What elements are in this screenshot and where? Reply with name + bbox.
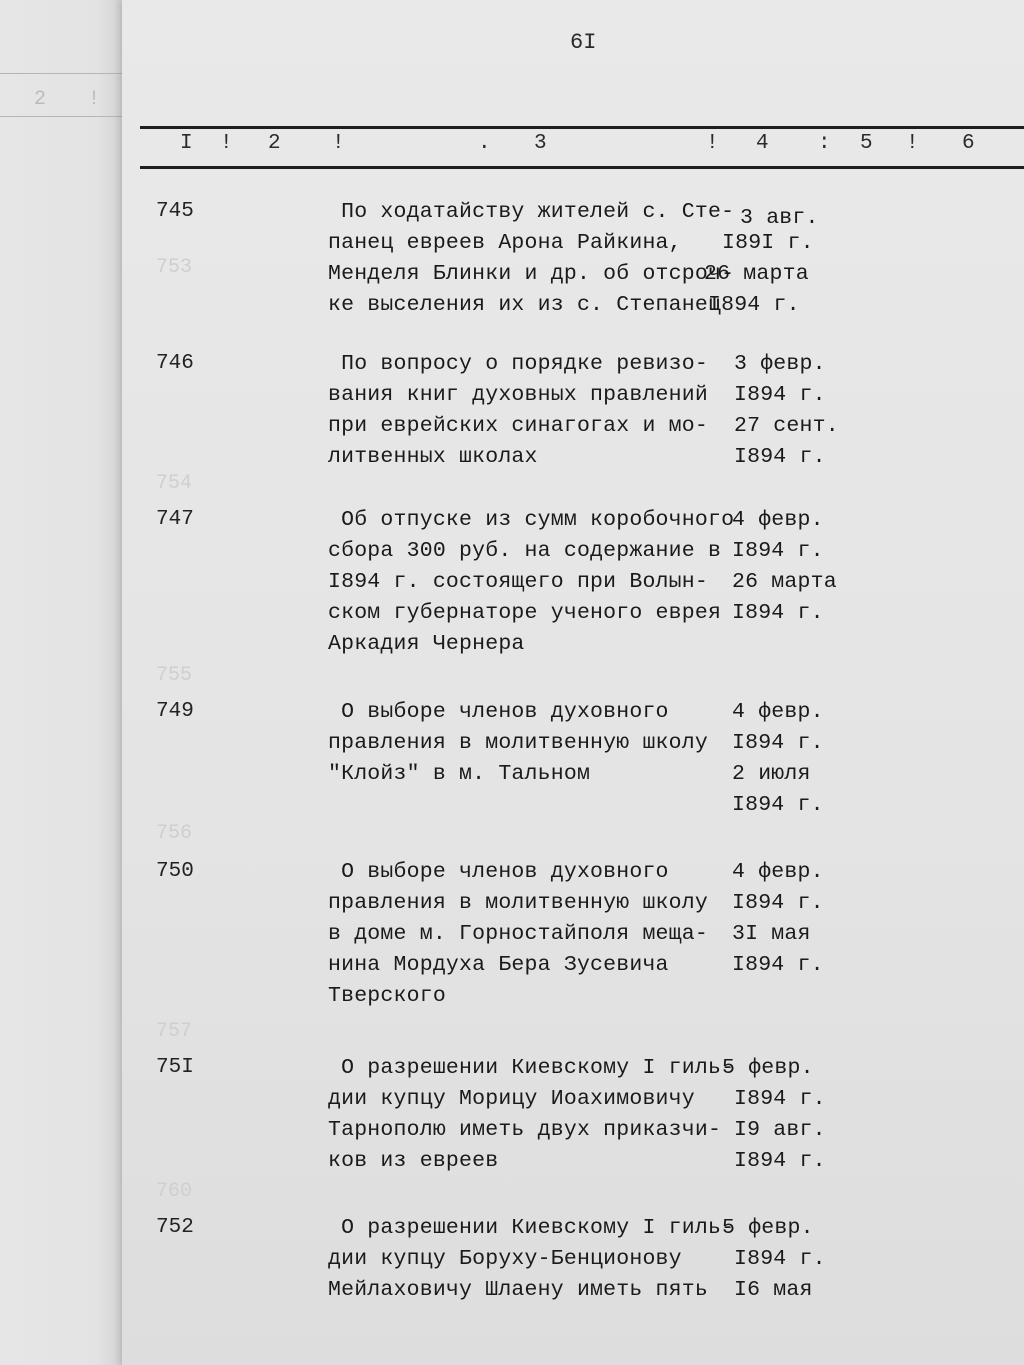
- record-description-line: I894 г. состоящего при Волын-: [328, 570, 708, 594]
- record-date: I894 г.: [732, 891, 824, 915]
- record-date: I894 г.: [734, 383, 826, 407]
- column-header-2: 2: [268, 132, 281, 155]
- column-header-6: 6: [962, 132, 975, 155]
- record-description-line: дии купцу Морицу Иоахимовичу: [328, 1087, 695, 1111]
- record-number: 746: [156, 352, 194, 375]
- record-description-line: вания книг духовных правлений: [328, 383, 708, 407]
- facing-page-rule: [0, 73, 122, 74]
- record-date: 3 авг.: [740, 206, 819, 230]
- column-separator: !: [220, 132, 233, 155]
- page-number: 6I: [570, 30, 597, 55]
- facing-page-header-mark: !: [88, 88, 101, 111]
- record-date: 4 февр.: [732, 700, 824, 724]
- record-description-line: Аркадия Чернера: [328, 632, 525, 656]
- record-date: 4 февр.: [732, 860, 824, 884]
- record-description-line: По ходатайству жителей с. Сте-: [328, 200, 735, 224]
- bleed-through-number: 757: [156, 1020, 193, 1043]
- record-date: I894 г.: [734, 1087, 826, 1111]
- record-description-line: О выборе членов духовного: [328, 860, 669, 884]
- record-date: I894 г.: [732, 793, 824, 817]
- column-header-1: I: [180, 132, 193, 155]
- record-date: I894 г.: [734, 1247, 826, 1271]
- record-description-line: "Клойз" в м. Тальном: [328, 762, 591, 786]
- bleed-through-number: 756: [156, 822, 193, 845]
- record-description-line: литвенных школах: [328, 445, 538, 469]
- record-description-line: в доме м. Горностайполя меща-: [328, 922, 708, 946]
- record-date: I9 авг.: [734, 1118, 826, 1142]
- record-description-line: Мейлаховичу Шлаену иметь пять: [328, 1278, 708, 1302]
- facing-page-edge: [0, 0, 122, 1365]
- record-date: I894 г.: [732, 953, 824, 977]
- record-number: 750: [156, 860, 194, 883]
- record-date: I6 мая: [734, 1278, 813, 1302]
- column-separator: !: [332, 132, 345, 155]
- record-number: 752: [156, 1216, 194, 1239]
- record-date: I894 г.: [708, 293, 800, 317]
- record-description-line: дии купцу Боруху-Бенционову: [328, 1247, 682, 1271]
- record-number: 747: [156, 508, 194, 531]
- record-description-line: Тарнополю иметь двух приказчи-: [328, 1118, 722, 1142]
- record-date: I894 г.: [732, 731, 824, 755]
- record-description-line: правления в молитвенную школу: [328, 891, 708, 915]
- record-description-line: О выборе членов духовного: [328, 700, 669, 724]
- record-number: 75I: [156, 1056, 194, 1079]
- record-date: I89I г.: [722, 231, 814, 255]
- record-date: 5 февр.: [722, 1056, 814, 1080]
- record-date: I894 г.: [732, 539, 824, 563]
- column-separator: :: [818, 132, 831, 155]
- record-description-line: Об отпуске из сумм коробочного: [328, 508, 735, 532]
- column-header-5: 5: [860, 132, 873, 155]
- record-description-line: правления в молитвенную школу: [328, 731, 708, 755]
- column-header-4: 4: [756, 132, 769, 155]
- record-description-line: О разрешении Киевскому I гиль-: [328, 1216, 735, 1240]
- header-bottom-rule: [140, 166, 1024, 169]
- record-description-line: О разрешении Киевскому I гиль-: [328, 1056, 735, 1080]
- record-description-line: нина Мордуха Бера Зусевича: [328, 953, 669, 977]
- record-date: 5 февр.: [722, 1216, 814, 1240]
- bleed-through-number: 753: [156, 256, 193, 279]
- bleed-through-number: 754: [156, 472, 193, 495]
- record-description-line: Тверского: [328, 984, 446, 1008]
- record-date: 3I мая: [732, 922, 811, 946]
- record-date: 2 июля: [732, 762, 811, 786]
- record-date: I894 г.: [734, 1149, 826, 1173]
- bleed-through-number: 755: [156, 664, 193, 687]
- record-description-line: По вопросу о порядке ревизо-: [328, 352, 708, 376]
- record-description-line: ке выселения их из с. Степанец: [328, 293, 722, 317]
- facing-page-header-mark: 2: [34, 88, 47, 111]
- record-description-line: панец евреев Арона Райкина,: [328, 231, 682, 255]
- record-date: 26 марта: [704, 262, 809, 286]
- column-header-row: [122, 132, 1024, 160]
- record-date: 26 марта: [732, 570, 837, 594]
- record-description-line: ском губернаторе ученого еврея: [328, 601, 722, 625]
- column-header-3: 3: [534, 132, 547, 155]
- record-number: 749: [156, 700, 194, 723]
- record-date: I894 г.: [732, 601, 824, 625]
- header-top-rule: [140, 126, 1024, 129]
- record-date: 3 февр.: [734, 352, 826, 376]
- document-page: [122, 0, 1024, 1365]
- record-description-line: при еврейских синагогах и мо-: [328, 414, 708, 438]
- record-description-line: Менделя Блинки и др. об отсроч-: [328, 262, 735, 286]
- bleed-through-number: 760: [156, 1180, 193, 1203]
- facing-page-rule: [0, 116, 122, 117]
- record-description-line: сбора 300 руб. на содержание в: [328, 539, 722, 563]
- record-date: 27 сент.: [734, 414, 839, 438]
- record-date: 4 февр.: [732, 508, 824, 532]
- column-separator: !: [706, 132, 719, 155]
- column-separator: !: [906, 132, 919, 155]
- record-number: 745: [156, 200, 194, 223]
- column-separator-dot: .: [478, 132, 491, 155]
- record-description-line: ков из евреев: [328, 1149, 499, 1173]
- record-date: I894 г.: [734, 445, 826, 469]
